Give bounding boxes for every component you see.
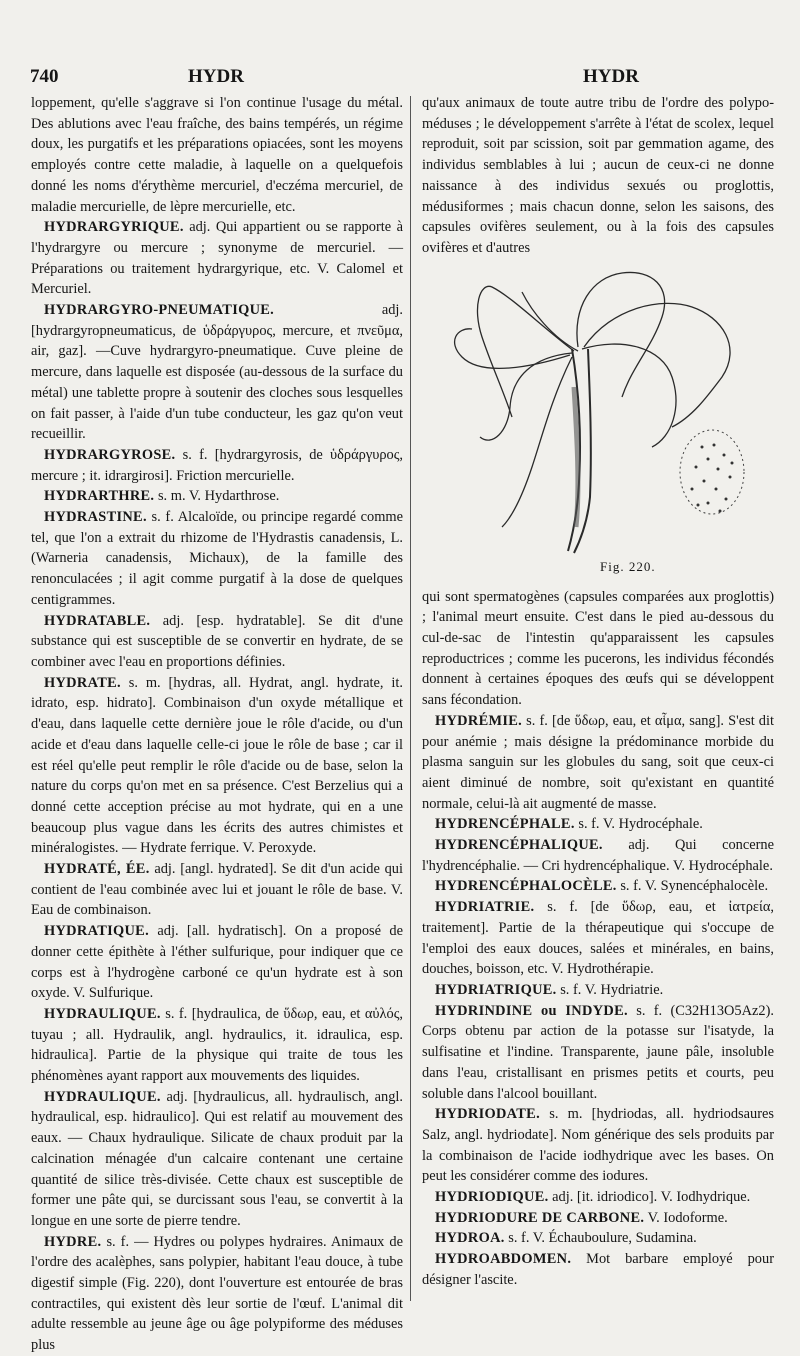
- entry-headword: HYDRENCÉPHALIQUE.: [435, 837, 603, 854]
- entry-text: V. Iodoforme.: [647, 1209, 728, 1226]
- entry-headword: HYDRAULIQUE.: [44, 1005, 161, 1022]
- entry-headword: HYDRATE.: [44, 674, 121, 691]
- entry-text: adj. [all. hydratisch]. On a proposé de donner cette épithète à l'éther sulfurique, pour indiquer que ce corps est à l'hydrogène carboné ce qu'un hydrate est à son oxyde. V. Sulfurique.: [31, 923, 403, 1002]
- entry-text: s. f. [de ὕδωρ, eau, et αἷμα, sang]. S'est dit pour anémie ; mais désigne la prédominance morbide du plasma sanguin sur les globules du sang, soit que ceux-ci aient diminué de nombre, soit qu'existant en quantité normale, celui-là ait augmenté de masse.: [422, 712, 774, 812]
- dictionary-entry: [31, 859, 403, 921]
- entry-headword: HYDRIODATE.: [435, 1106, 540, 1123]
- entry-text: loppement, qu'elle s'aggrave si l'on continue l'usage du métal. Des ablutions avec l'eau fraîche, des bains tempérés, un régime doux, les purgatifs et les préparations opiacées, sont les moyens employés contre cette maladie, à laquelle on a quelquefois donné les noms d'érythème mercuriel, d'eczéma mercuriel, de maladie mercurielle, de lèpre mercurielle, etc.: [31, 95, 403, 215]
- entry-text: s. f. — Hydres ou polypes hydraires. Animaux de l'ordre des acalèphes, sans polypier, habitant l'eau douce, à tube digestif simple (Fig. 220), dont l'ouverture est entourée de bras contractiles, qui existent dès leur sortie de l'œuf. L'animal dit adulte ressemble au jeune âge ou âge polypiforme des méduses plus: [31, 1233, 404, 1354]
- dictionary-entry: [31, 445, 403, 486]
- entry-text: s. m. [hydras, all. Hydrat, angl. hydrate, it. idrato, esp. hidrato]. Combinaison d'un oxyde métallique et d'eau, dans laquelle cette dernière joue le rôle d'acide, ou d'un acide et d'eau dans laquelle celle-ci joue le rôle de base ; car il est réel qu'elle peut remplir le rôle d'acide ou de base, selon la nature du corps qu'on met en sa présence. C'est Berzelius qui a donné cette acception précise au mot hydrate, qui en a une beaucoup plus vague dans les écrits des autres chimistes et minéralogistes. — Hydrate ferrique. V. Peroxyde.: [31, 674, 403, 857]
- entry-text: adj. [angl. hydrated]. Se dit d'un acide qui contient de l'eau combinée avec lui et jouant le rôle de base. V. Eau de combinaison.: [31, 861, 403, 919]
- dictionary-entry: [422, 1228, 774, 1249]
- dictionary-entry: [31, 300, 403, 445]
- entry-headword: HYDROA.: [435, 1230, 505, 1247]
- entry-headword: HYDRARGYRO-PNEUMATIQUE.: [44, 302, 275, 319]
- entry-text: qui sont spermatogènes (capsules comparées aux proglottis) ; l'animal meurt ensuite. C'est dans le pied au-dessous du cul-de-sac de l'intestin qu'apparaissent les capsules reproductrices ; comme les pucerons, les individus fécondés donnent à certaines époques des œufs qui se développent sans fécondation.: [422, 588, 774, 709]
- entry-headword: HYDRINDINE ou INDYDE.: [435, 1002, 628, 1019]
- entry-headword: HYDRARGYRIQUE.: [44, 219, 184, 236]
- entry-text: s. f. [hydraulica, de ὕδωρ, eau, et αὐλός, tuyau ; all. Hydraulik, angl. hydraulics, it. idraulica, esp. hidraulica]. Partie de la physique qui traite de tous les phénomènes ayant rapport aux mouvements des liquides.: [31, 1005, 403, 1085]
- entry-headword: HYDRIODURE DE CARBONE.: [435, 1209, 645, 1226]
- entry-text: adj. Qui concerne l'hydrencéphalie. — Cri hydrencéphalique. V. Hydrocéphale.: [422, 837, 774, 874]
- right-column-top-text: [422, 93, 774, 259]
- entry-text: adj. Qui appartient ou se rapporte à l'hydrargyre ou mercure ; synonyme de mercuriel. — Préparations ou traitement hydrargyrique, etc. V. Calomel et Mercuriel.: [31, 219, 403, 298]
- continued-text: [422, 93, 774, 259]
- entry-text: s. f. V. Échauboulure, Sudamina.: [508, 1230, 697, 1247]
- entry-headword: HYDRATABLE.: [44, 612, 151, 629]
- dictionary-entry: [422, 1208, 774, 1229]
- entry-headword: HYDRENCÉPHALOCÈLE.: [435, 878, 617, 895]
- entry-text: s. f. [hydrargyrosis, de ὑδράργυρος, mercure ; it. idrargirosi]. Friction mercurielle.: [31, 446, 403, 484]
- entry-headword: HYDRATÉ, ÉE.: [44, 861, 150, 878]
- entry-headword: HYDRENCÉPHALE.: [435, 816, 575, 833]
- dictionary-entry: [31, 1232, 403, 1356]
- continued-text: [31, 93, 403, 217]
- dictionary-entry: [31, 611, 403, 673]
- entry-headword: HYDRASTINE.: [44, 509, 147, 526]
- page-number: 740: [30, 66, 59, 87]
- entry-text: s. f. V. Synencéphalocèle.: [620, 878, 769, 895]
- entry-text: adj. [hydrargyropneumaticus, de ὑδράργυρος, mercure, et πνεῦμα, air, gaz]. —Cuve hydrargyro-pneumatique. Cuve pleine de mercure, dans laquelle est disposée (au-dessous de la surface du métal) une tablette propre à soutenir des cloches sous lesquelles on fait passer, à l'aide d'un tube conducteur, les gaz qu'on veut recueillir.: [31, 302, 403, 443]
- running-head-left: HYDR: [188, 66, 244, 87]
- dictionary-entry: [422, 897, 774, 980]
- entry-headword: HYDRE.: [44, 1233, 102, 1250]
- right-column: [422, 93, 774, 1291]
- figure-220: [422, 267, 774, 587]
- page-header: [0, 66, 800, 90]
- entry-text: s. m. V. Hydarthrose.: [157, 488, 280, 505]
- dictionary-entry: [422, 1001, 774, 1105]
- right-column-bottom-text: [422, 587, 774, 1291]
- dictionary-entry: [422, 1104, 774, 1187]
- entry-headword: HYDRARTHRE.: [44, 488, 155, 505]
- entry-text: s. f. V. Hydrocéphale.: [578, 816, 703, 833]
- dictionary-entry: [31, 507, 403, 611]
- entry-headword: HYDRATIQUE.: [44, 923, 149, 940]
- dictionary-entry: [31, 486, 403, 507]
- entry-text: s. f. V. Hydriatrie.: [560, 981, 664, 998]
- entry-text: s. f. Alcaloïde, ou principe regardé comme tel, que l'on a extrait du rhizome de l'Hydrastis canadensis, L. (Warneria canadensis, Michaux), de la famille des renonculacées ; il agit comme purgatif à la dose de quelques centigrammes.: [31, 509, 403, 608]
- entry-text: s. m. [hydriodas, all. hydriodsaures Salz, angl. hydriodate]. Nom générique des sels produits par la combinaison de l'acide iodhydrique avec les bases. On peut les considérer comme des iodures.: [422, 1106, 774, 1185]
- entry-text: adj. [hydraulicus, all. hydraulisch, angl. hydraulical, esp. hidraulico]. Qui est relatif au mouvement des eaux. — Chaux hydraulique. Silicate de chaux produit par la calcination ménagée d'un calcaire contenant une certaine quantité de silice très-divisée. Cette chaux est susceptible de former une pâte qui, se durcissant sous l'eau, se convertit à la longue en une sorte de pierre tendre.: [31, 1088, 403, 1229]
- dictionary-entry: [31, 1087, 403, 1232]
- running-head-right: HYDR: [583, 66, 639, 87]
- dictionary-entry: [422, 1187, 774, 1208]
- entry-headword: HYDRAULIQUE.: [44, 1088, 161, 1105]
- entry-text: s. f. (C32H13O5Az2). Corps obtenu par action de la potasse sur l'isatyde, la sulfisatine et l'indine. Transparente, jaune pâle, insoluble dans l'eau, cristallisant en prismes petits et courts, peu soluble dans l'alcool bouillant.: [422, 1002, 774, 1102]
- capsule-detail: [680, 430, 744, 514]
- entry-headword: HYDRARGYROSE.: [44, 446, 176, 463]
- entry-text: qu'aux animaux de toute autre tribu de l'ordre des polypo-méduses ; le développement s'arrête à l'état de scolex, lequel reproduit, soit par scission, soit par gemmation agame, des individus semblables à lui ; aucun de ceux-ci ne donne naissance à des individus sexués ou proglottis, médusiformes ; mais chacun donne, selon les saisons, des capsules ovifères seulement, ou à la fois des capsules ovifères et d'autres: [422, 95, 774, 256]
- dictionary-entry: [422, 1249, 774, 1290]
- entry-text: adj. [it. idriodico]. V. Iodhydrique.: [552, 1189, 751, 1206]
- figure-caption: Fig. 220.: [600, 558, 656, 574]
- entry-headword: HYDROABDOMEN.: [435, 1251, 572, 1268]
- continued-text: [422, 587, 774, 711]
- dictionary-entry: [31, 1004, 403, 1087]
- entry-text: s. f. [de ὕδωρ, eau, et ἰατρεία, traitement]. Partie de la thérapeutique qui s'occupe de l'emploi des eaux douces, salées et minérales, en bains, douches, boisson, etc. V. Hydrothérapie.: [422, 899, 774, 978]
- entry-headword: HYDRIODIQUE.: [435, 1189, 549, 1206]
- dictionary-entry: [422, 711, 774, 815]
- entry-text: Mot barbare employé pour désigner l'ascite.: [422, 1251, 774, 1288]
- left-column: [31, 93, 403, 1356]
- dictionary-entry: [422, 835, 774, 876]
- dictionary-entry: [31, 673, 403, 859]
- dictionary-entry: [31, 217, 403, 300]
- dictionary-entry: [422, 814, 774, 835]
- hydra-illustration: [422, 267, 774, 577]
- dictionary-entry: [422, 980, 774, 1001]
- dictionary-entry: [31, 921, 403, 1004]
- entry-headword: HYDRIATRIE.: [435, 899, 535, 916]
- entry-headword: HYDRÉMIE.: [435, 712, 523, 729]
- entry-text: adj. [esp. hydratable]. Se dit d'une substance qui est susceptible de se convertir en hydrate, de se combiner avec l'eau en proportions définies.: [31, 612, 403, 670]
- dictionary-entry: [422, 876, 774, 897]
- entry-headword: HYDRIATRIQUE.: [435, 981, 557, 998]
- column-divider: [410, 96, 411, 1301]
